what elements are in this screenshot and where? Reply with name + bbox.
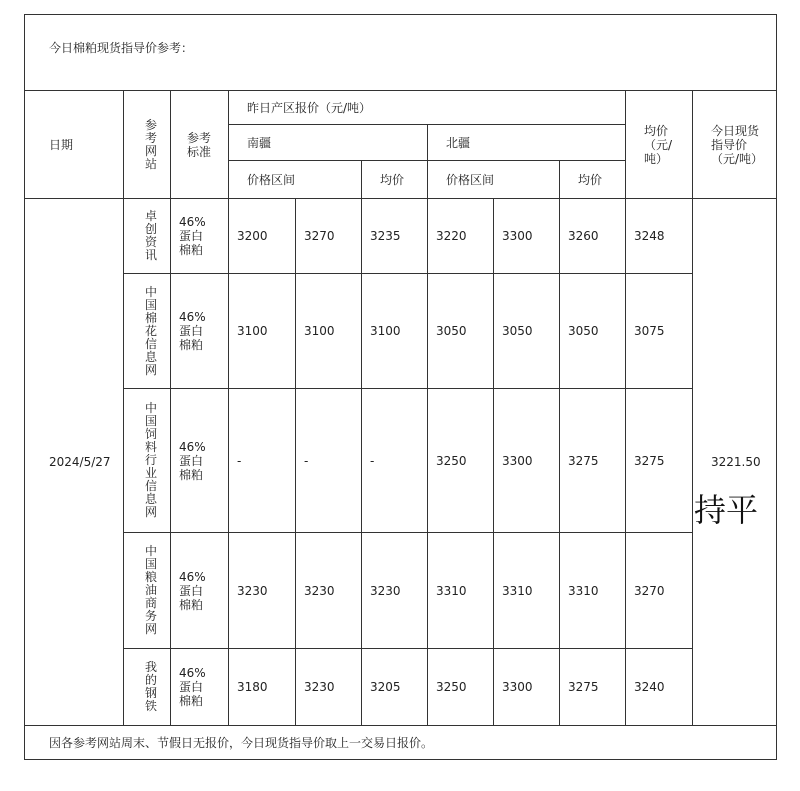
avg-cell: 3270 (626, 533, 693, 649)
south-low: 3230 (229, 533, 296, 649)
header-north: 北疆 (428, 125, 626, 161)
south-avg: 3235 (362, 199, 428, 274)
site-cell: 中国粮油商务网 (124, 533, 171, 649)
south-low: 3200 (229, 199, 296, 274)
south-avg: - (362, 389, 428, 533)
south-high: 3230 (296, 533, 362, 649)
table-row (25, 199, 777, 274)
standard-cell: 46%蛋白棉粕 (171, 274, 229, 389)
status-word: 持平 (694, 491, 759, 529)
south-high: 3230 (296, 649, 362, 726)
south-low: 3180 (229, 649, 296, 726)
header-site: 参考网站 (124, 91, 171, 199)
north-high: 3300 (494, 199, 560, 274)
north-high: 3310 (494, 533, 560, 649)
site-cell: 中国饲料行业信息网 (124, 389, 171, 533)
header-standard: 参考标准 (171, 91, 229, 199)
header-avg: 均价（元/吨） (626, 91, 693, 199)
north-low: 3050 (428, 274, 494, 389)
price-table (24, 14, 777, 760)
header-south: 南疆 (229, 125, 428, 161)
south-low: 3100 (229, 274, 296, 389)
north-avg: 3050 (560, 274, 626, 389)
header-today: 今日现货指导价（元/吨） (693, 91, 777, 199)
date-cell: 2024/5/27 (25, 199, 124, 726)
south-avg: 3205 (362, 649, 428, 726)
header-date: 日期 (25, 91, 124, 199)
south-low: - (229, 389, 296, 533)
north-low: 3310 (428, 533, 494, 649)
footer-note: 因各参考网站周末、节假日无报价，今日现货指导价取上一交易日报价。 (25, 726, 777, 760)
avg-cell: 3240 (626, 649, 693, 726)
table-row (25, 274, 777, 389)
table-row (25, 649, 777, 726)
north-high: 3300 (494, 649, 560, 726)
standard-cell: 46%蛋白棉粕 (171, 533, 229, 649)
site-cell: 中国棉花信息网 (124, 274, 171, 389)
avg-cell: 3075 (626, 274, 693, 389)
header-south-range: 价格区间 (229, 161, 362, 199)
south-avg: 3100 (362, 274, 428, 389)
table-row (25, 389, 777, 533)
avg-cell: 3248 (626, 199, 693, 274)
south-high: 3270 (296, 199, 362, 274)
header-north-avg: 均价 (560, 161, 626, 199)
north-high: 3300 (494, 389, 560, 533)
north-avg: 3275 (560, 649, 626, 726)
table-title: 今日棉粕现货指导价参考： (25, 15, 777, 91)
standard-cell: 46%蛋白棉粕 (171, 389, 229, 533)
north-low: 3250 (428, 389, 494, 533)
header-south-avg: 均价 (362, 161, 428, 199)
standard-cell: 46%蛋白棉粕 (171, 649, 229, 726)
north-high: 3050 (494, 274, 560, 389)
south-high: - (296, 389, 362, 533)
north-avg: 3310 (560, 533, 626, 649)
north-low: 3220 (428, 199, 494, 274)
north-avg: 3260 (560, 199, 626, 274)
north-avg: 3275 (560, 389, 626, 533)
site-cell: 卓创资讯 (124, 199, 171, 274)
standard-cell: 46%蛋白棉粕 (171, 199, 229, 274)
north-low: 3250 (428, 649, 494, 726)
header-yesterday: 昨日产区报价（元/吨） (229, 91, 626, 125)
south-avg: 3230 (362, 533, 428, 649)
south-high: 3100 (296, 274, 362, 389)
today-price-cell: 3221.50 (693, 199, 777, 726)
table-row (25, 533, 777, 649)
avg-cell: 3275 (626, 389, 693, 533)
site-cell: 我的钢铁 (124, 649, 171, 726)
header-north-range: 价格区间 (428, 161, 560, 199)
